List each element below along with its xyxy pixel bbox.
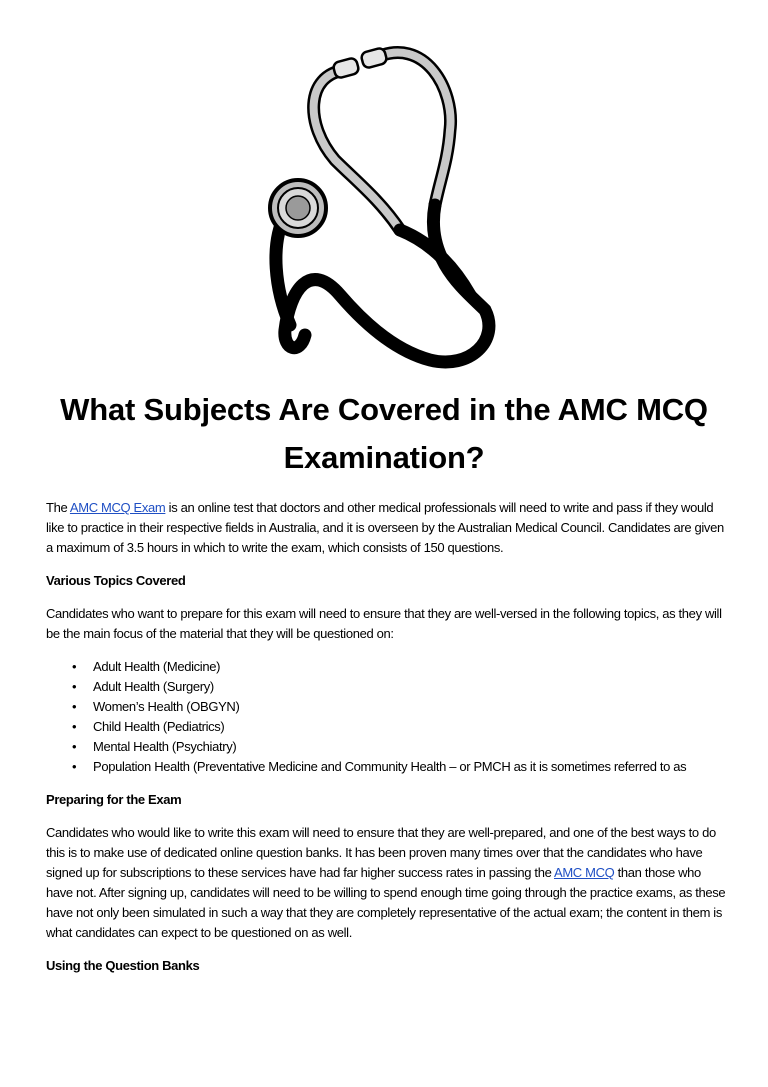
intro-text: is an online test that doctors and other medical professionals will need to write and pass if they would like to practice in their respective fields in Australia, and it is overseen by the Australian Medical Council. Candidates are given a maximum of 3.5 hours in which to write the exam, which consists of 150 questions. <box>46 500 724 555</box>
preparing-text-before: Candidates who would like to write this exam will need to ensure that they are well-prepared, and one of the best ways to do this is to make use of dedicated online question banks. It has been proven many times over that the candidates who have signed up for subscriptions to these services have had far higher success rates in passing the <box>46 825 716 880</box>
bullet-icon: • <box>72 679 77 694</box>
section-heading-topics: Various Topics Covered <box>46 573 186 588</box>
list-item: • Population Health (Preventative Medicine and Community Health – or PMCH as it is sometimes referred to as <box>46 757 726 777</box>
amc-mcq-exam-link[interactable]: AMC MCQ Exam <box>69 500 166 515</box>
preparing-paragraph <box>46 823 726 943</box>
list-item: • Adult Health (Surgery) <box>46 677 726 697</box>
page-title <box>30 386 738 482</box>
intro-paragraph <box>46 498 726 558</box>
section-heading-question-banks: Using the Question Banks <box>46 958 200 973</box>
section-heading-preparing: Preparing for the Exam <box>46 792 182 807</box>
bullet-icon: • <box>72 699 77 714</box>
amc-mcq-link[interactable]: AMC MCQ <box>554 865 615 880</box>
list-item: • Mental Health (Psychiatry) <box>46 737 726 757</box>
topics-paragraph: Candidates who want to prepare for this exam will need to ensure that they are well-versed in the following topics, as they will be the main focus of the material that they will be questioned on: <box>46 606 722 641</box>
list-item: • Women’s Health (OBGYN) <box>46 697 726 717</box>
bullet-icon: • <box>72 719 77 734</box>
bullet-icon: • <box>72 739 77 754</box>
topics-list <box>46 657 726 777</box>
bullet-icon: • <box>72 759 77 774</box>
preparing-text-after: than those who have not. After signing up, candidates will need to be willing to spend enough time going through the practice exams, as these have not only been simulated in such a way that they are completely representative of the actual exam; the content in them is what candidates can expect to be questioned on as well. <box>46 865 726 940</box>
bullet-icon: • <box>72 659 77 674</box>
article-body <box>46 498 726 989</box>
stethoscope-icon <box>250 30 520 375</box>
list-item: • Child Health (Pediatrics) <box>46 717 726 737</box>
title-line-2: Examination? <box>283 440 485 475</box>
title-line-1: What Subjects Are Covered in the AMC MCQ <box>60 392 708 427</box>
list-item: • Adult Health (Medicine) <box>46 657 726 677</box>
intro-prefix: The <box>46 500 70 515</box>
